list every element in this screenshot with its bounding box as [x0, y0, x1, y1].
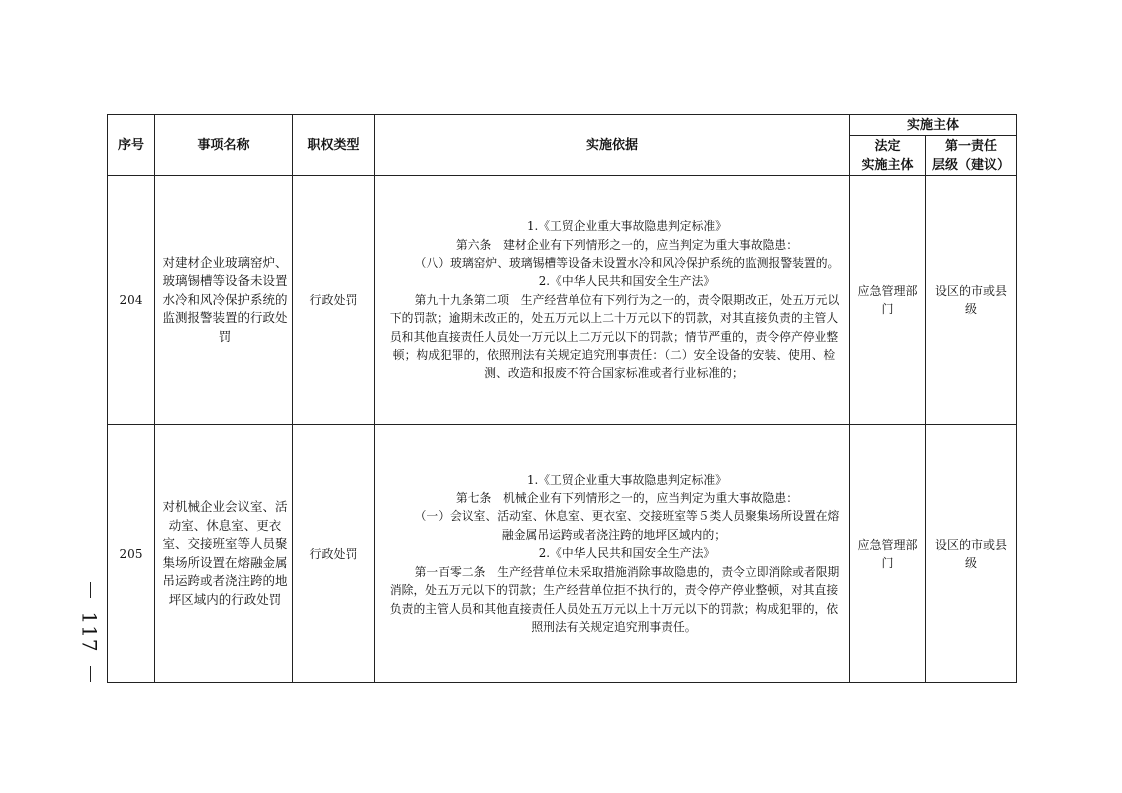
row-type: 行政处罚	[293, 425, 375, 683]
basis-line: 第六条 建材企业有下列情形之一的，应当判定为重大事故隐患：	[455, 237, 799, 252]
row-basis	[375, 176, 850, 425]
header-first-level: 第一责任 层级（建议）	[926, 136, 1017, 176]
table-row	[108, 425, 1017, 683]
row-basis	[375, 425, 850, 683]
header-basis: 实施依据	[375, 115, 850, 176]
basis-line: 第一百零二条 生产经营单位未采取措施消除事故隐患的，责令立即消除或者限期消除，处五万元以下的罚款；生产经营单位拒不执行的，责令停产停业整顿，对其直接负责的主管人员和其他直接责任人员处五万元以上十万元以下的罚款；构成犯罪的，依照刑法有关规定追究刑事责任。	[389, 564, 840, 634]
row-seq: 204	[108, 176, 155, 425]
basis-line: 1.《工贸企业重大事故隐患判定标准》	[526, 219, 727, 234]
enforcement-items-table	[107, 114, 1017, 683]
row-legal-subject: 应急管理部门	[850, 176, 926, 425]
basis-line: 第九十九条第二项 生产经营单位有下列行为之一的，责令限期改正，处五万元以下的罚款；逾期未改正的，处五万元以上二十万元以下的罚款，对其直接负责的主管人员和其他直接责任人员处一万元以上二万元以下的罚款；情节严重的，责令停产停业整顿；构成犯罪的，依照刑法有关规定追究刑事责任：（二）安全设备的安装、使用、检测、改造和报废不符合国家标准或者行业标准的；	[389, 292, 840, 381]
header-name: 事项名称	[155, 115, 293, 176]
basis-line: （八）玻璃窑炉、玻璃锡槽等设备未设置水冷和风冷保护系统的监测报警装置的。	[414, 255, 840, 270]
row-seq: 205	[108, 425, 155, 683]
page-number	[72, 582, 108, 682]
row-item-name: 对机械企业会议室、活动室、休息室、更衣室、交接班室等人员聚集场所设置在熔融金属吊运跨或者浇注跨的地坪区域内的行政处罚	[155, 425, 293, 683]
page-number-text: 117	[78, 611, 102, 653]
row-type: 行政处罚	[293, 176, 375, 425]
basis-line: 2.《中华人民共和国安全生产法》	[538, 274, 716, 289]
header-legal-subject: 法定 实施主体	[850, 136, 926, 176]
basis-line: 第七条 机械企业有下列情形之一的，应当判定为重大事故隐患：	[455, 491, 799, 506]
header-seq: 序号	[108, 115, 155, 176]
page-number-dash-bottom	[90, 666, 91, 682]
page-number-dash-top	[90, 582, 91, 598]
header-type: 职权类型	[293, 115, 375, 176]
row-first-level: 设区的市或县级	[926, 176, 1017, 425]
basis-line: 2.《中华人民共和国安全生产法》	[538, 546, 716, 561]
basis-line: （一）会议室、活动室、休息室、更衣室、交接班室等５类人员聚集场所设置在熔融金属吊运跨或者浇注跨的地坪区域内的；	[414, 509, 840, 542]
row-first-level: 设区的市或县级	[926, 425, 1017, 683]
row-item-name: 对建材企业玻璃窑炉、玻璃锡槽等设备未设置水冷和风冷保护系统的监测报警装置的行政处罚	[155, 176, 293, 425]
header-subject-group: 实施主体	[850, 115, 1017, 136]
table-row	[108, 176, 1017, 425]
basis-line: 1.《工贸企业重大事故隐患判定标准》	[526, 472, 727, 487]
row-legal-subject: 应急管理部门	[850, 425, 926, 683]
